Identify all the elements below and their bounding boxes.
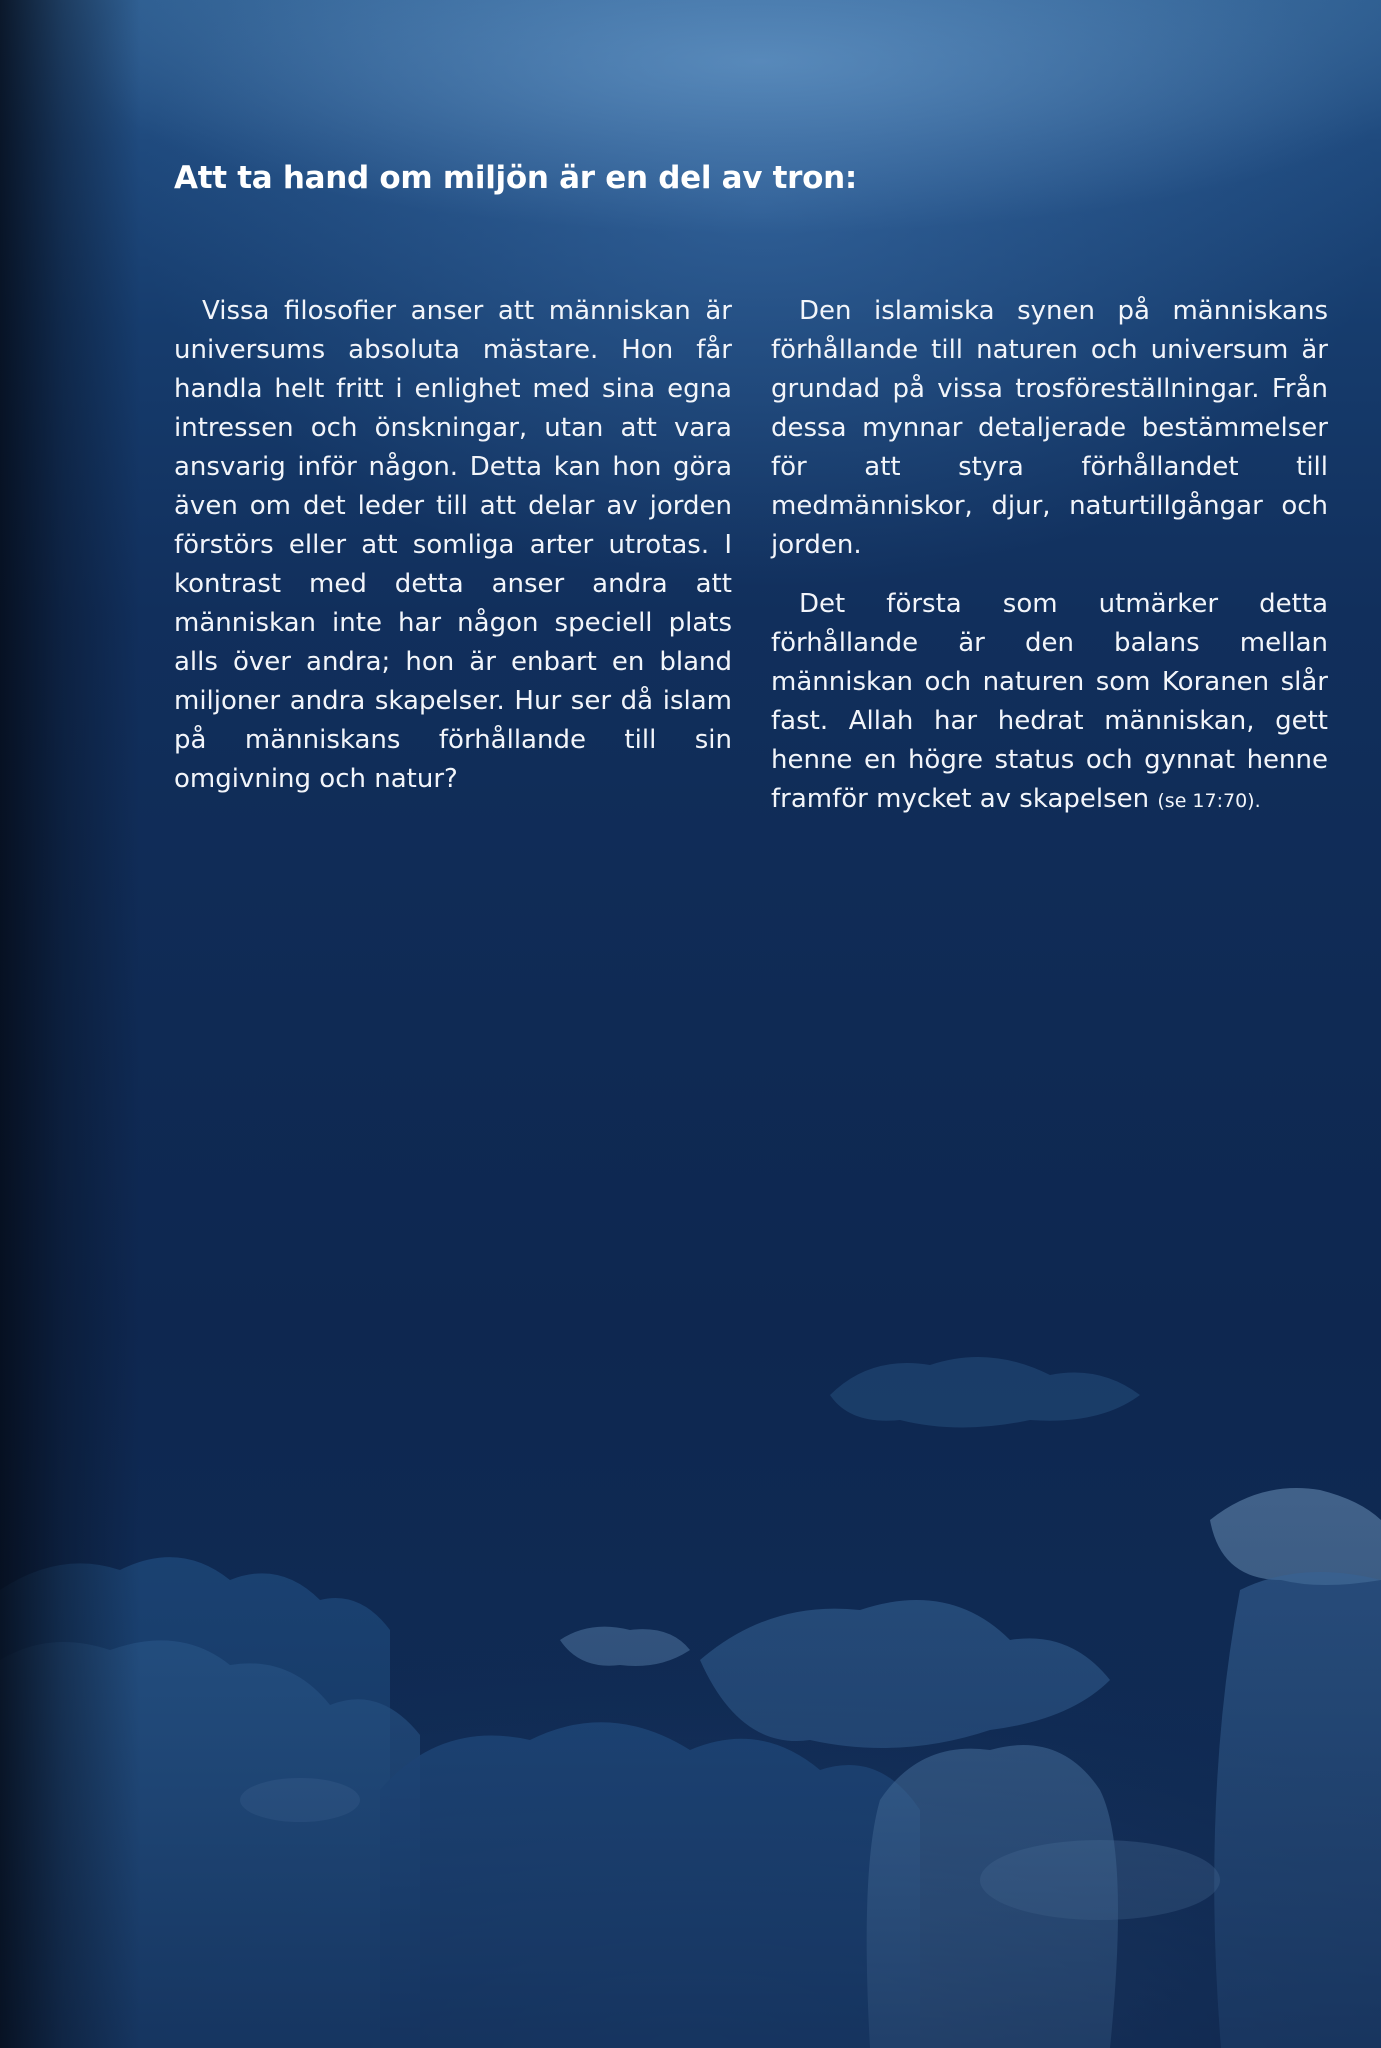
left-paragraph: Vissa filosofier anser att människan är universums absoluta mästare. Hon får handla helt fritt i enlighet med sina egna intressen och önskningar, utan att vara ansvarig inför någon. Detta kan hon göra även om det leder till att delar av jorden förstörs eller att somliga arter utrotas. I kontrast med detta anser andra att människan inte har någon speciell plats alls över andra; hon är enbart en bland miljoner andra skapelser. Hur ser då islam på människans förhållande till sin omgivning och natur? <box>174 296 732 794</box>
page-edge-shadow <box>0 0 140 2048</box>
right-paragraph-2 <box>771 585 1328 821</box>
right-paragraph-1: Den islamiska synen på människans förhållande till naturen och universum är grundad på vissa trosföreställningar. Från dessa mynnar detaljerade bestämmelser för att styra förhållandet till medmänniskor, djur, naturtillgångar och jorden. <box>771 296 1328 560</box>
quran-reference: (se 17:70). <box>1157 790 1261 812</box>
right-text-column <box>771 292 1328 841</box>
page-heading: Att ta hand om miljön är en del av tron: <box>174 160 858 196</box>
right-paragraph-2-text: Det första som utmärker detta förhållande är den balans mellan människan och naturen som Koranen slår fast. Allah har hedrat människan, gett henne en högre status och gynnat henne framför mycket av skapelsen <box>771 589 1328 814</box>
left-text-column <box>174 292 732 819</box>
